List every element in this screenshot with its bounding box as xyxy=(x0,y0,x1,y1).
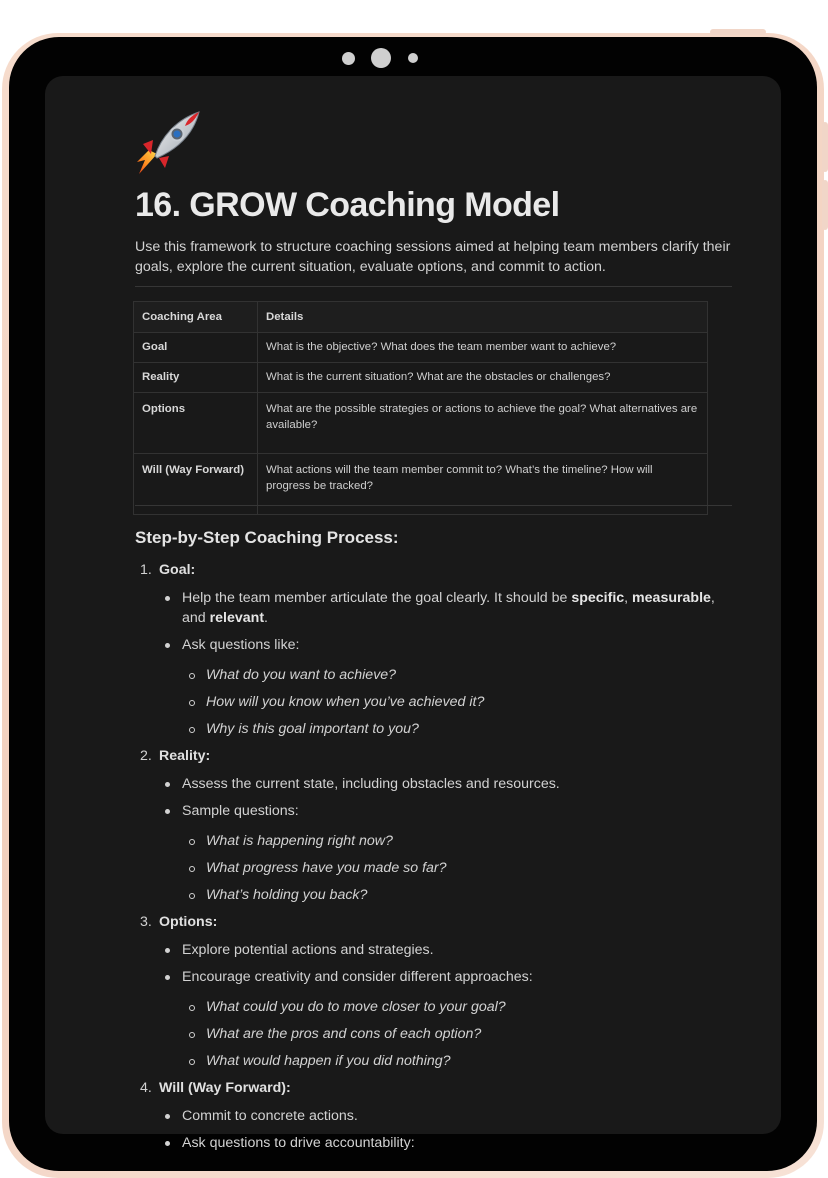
divider-bottom xyxy=(135,505,732,506)
step-label: Options: xyxy=(159,914,218,930)
divider-top xyxy=(135,286,732,287)
list-item: Encourage creativity and consider different approaches: xyxy=(135,967,735,987)
list-item: Sample questions: xyxy=(135,801,735,821)
question-item: How will you know when you’ve achieved it? xyxy=(135,689,735,716)
table-cell-area: Options xyxy=(134,393,258,454)
screen xyxy=(45,76,781,1151)
volume-up-button xyxy=(822,122,828,172)
list-item: Commit to concrete actions. xyxy=(135,1106,735,1126)
step-number: 3. xyxy=(140,914,152,930)
intro-paragraph: Use this framework to structure coaching sessions aimed at helping team members clarify their goals, explore the current situation, evaluate options, and commit to action. xyxy=(135,239,731,275)
table-cell-details: What are the possible strategies or actions to achieve the goal? What alternatives are available? xyxy=(258,393,708,454)
list-item: Help the team member articulate the goal clearly. It should be specific, measurable, and relevant. xyxy=(135,588,735,628)
step-options xyxy=(135,909,735,936)
step-label: Goal: xyxy=(159,562,196,578)
top-button xyxy=(710,29,766,35)
volume-down-button xyxy=(822,180,828,230)
table-cell-area: Will (Way Forward) xyxy=(134,454,258,515)
list-item: Ask questions to drive accountability: xyxy=(135,1133,735,1153)
process-heading: Step-by-Step Coaching Process: xyxy=(135,528,399,547)
table-row xyxy=(134,393,708,454)
step-label: Will (Way Forward): xyxy=(159,1080,291,1096)
step-number: 1. xyxy=(140,562,152,578)
table-header-details: Details xyxy=(258,302,708,333)
question-item: Why is this goal important to you? xyxy=(135,716,735,743)
question-item: What’s holding you back? xyxy=(135,882,735,909)
step-label: Reality: xyxy=(159,748,211,764)
step-will xyxy=(135,1075,735,1102)
step-goal xyxy=(135,557,735,584)
table-cell-details: What is the objective? What does the team member want to achieve? xyxy=(258,333,708,363)
question-item: What is happening right now? xyxy=(135,828,735,855)
list-item: Ask questions like: xyxy=(135,635,735,655)
question-item: What would happen if you did nothing? xyxy=(135,1048,735,1075)
table-cell-details: What is the current situation? What are the obstacles or challenges? xyxy=(258,363,708,393)
rocket-icon xyxy=(135,110,203,176)
question-item: What do you want to achieve? xyxy=(135,662,735,689)
camera-dot-left xyxy=(342,52,355,65)
table-header-area: Coaching Area xyxy=(134,302,258,333)
grow-table xyxy=(133,301,708,515)
table-row xyxy=(134,333,708,363)
process-list xyxy=(135,557,735,1160)
step-reality xyxy=(135,743,735,770)
table-cell-area: Reality xyxy=(134,363,258,393)
question-item: What are the pros and cons of each option? xyxy=(135,1021,735,1048)
step-number: 4. xyxy=(140,1080,152,1096)
list-item: Assess the current state, including obstacles and resources. xyxy=(135,774,735,794)
camera-sensor xyxy=(408,53,418,63)
table-cell-details: What actions will the team member commit to? What’s the timeline? How will progress be tracked? xyxy=(258,454,708,515)
camera-lens xyxy=(371,48,391,68)
question-item: What could you do to move closer to your goal? xyxy=(135,994,735,1021)
list-item: Explore potential actions and strategies. xyxy=(135,940,735,960)
page-title: 16. GROW Coaching Model xyxy=(135,186,560,224)
step-number: 2. xyxy=(140,748,152,764)
table-row xyxy=(134,363,708,393)
question-item: What progress have you made so far? xyxy=(135,855,735,882)
table-cell-area: Goal xyxy=(134,333,258,363)
